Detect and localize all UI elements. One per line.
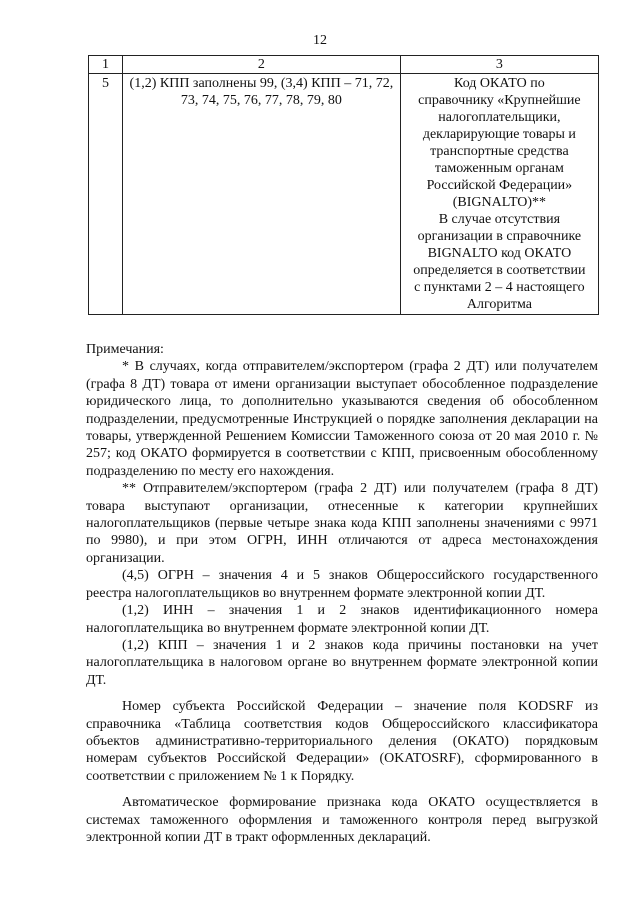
page-number: 12 [313, 33, 327, 48]
row-number: 5 [89, 74, 123, 315]
note-paragraph: ** Отправителем/экспортером (графа 2 ДТ) или получателем (графа 8 ДТ) товара выступают организации, отнесенные к категории крупнейших налогоплательщиков (первые четыре знака кода КПП заполнены значениями с 9971 по 9980), и при этом ОГРН, ИНН отличаются от адреса местонахождения организации. [86, 481, 598, 566]
table-header-row [89, 56, 599, 74]
okato-rule-line: Российской Федерации» [426, 178, 573, 193]
notes-section [86, 341, 598, 846]
note-paragraph: Автоматическое формирование признака кода ОКАТО осуществляется в системах таможенного оформления и таможенного контроля перед выгрузкой электронной копии ДТ в тракт оформленных деклараций. [86, 795, 598, 845]
note-paragraph: (1,2) КПП – значения 1 и 2 знаков кода причины постановки на учет налогоплательщика в налоговом органе во внутреннем формате электронной копии ДТ. [86, 637, 598, 688]
note-paragraph: (4,5) ОГРН – значения 4 и 5 знаков Общероссийского государственного реестра налогоплательщиков во внутреннем формате электронной копии ДТ. [86, 568, 598, 601]
okato-rule-line: справочнику «Крупнейшие [418, 93, 581, 108]
okato-rule-line: с пунктами 2 – 4 настоящего [414, 280, 585, 295]
header-col-2: 2 [123, 56, 401, 74]
okato-rule-line: налогоплательщики, [438, 110, 561, 125]
okato-rule-line: (BIGNALTO)** [452, 195, 547, 210]
okato-rule-line: транспортные средства [430, 144, 569, 159]
okato-rule-line: BIGNALTO код ОКАТО [427, 246, 572, 261]
okato-rule-line: Код ОКАТО по [454, 76, 545, 91]
okato-rule-line: декларирующие товары и [422, 127, 576, 142]
okato-rule-line: организации в справочнике [417, 229, 582, 244]
note-paragraph: * В случаях, когда отправителем/экспортером (графа 2 ДТ) или получателем (графа 8 ДТ) товара от имени организации выступает обособленное подразделение юридического лица, то дополнительно указываются сведения об обособленном подразделении, предусмотренные Инструкцией о порядке заполнения декларации на товары, утвержденной Решением Комиссии Таможенного союза от 20 мая 2010 г. № 257; код ОКАТО формируется в соответствии с КПП, присвоенным обособленному подразделению по месту его нахождения. [86, 359, 598, 479]
note-paragraph: (1,2) ИНН – значения 1 и 2 знаков идентификационного номера налогоплательщика во внутреннем формате электронной копии ДТ. [86, 603, 598, 636]
okato-rule-line: В случае отсутствия [438, 212, 561, 227]
notes-heading: Примечания: [86, 342, 164, 357]
okato-rule-line: таможенным органам [434, 161, 564, 176]
okato-rule [400, 74, 598, 315]
okato-rule-line: определяется в соответствии [413, 263, 586, 278]
kpp-condition: (1,2) КПП заполнены 99, (3,4) КПП – 71, 72, 73, 74, 75, 76, 77, 78, 79, 80 [123, 74, 401, 315]
table-row [89, 74, 599, 315]
okato-rule-line: Алгоритма [466, 297, 532, 312]
header-col-1: 1 [89, 56, 123, 74]
okato-table [88, 55, 599, 315]
note-paragraph: Номер субъекта Российской Федерации – значение поля KODSRF из справочника «Таблица соответствия кодов Общероссийского классификатора объектов административно-территориального деления (ОКАТО) порядковым номерам субъектов Российской Федерации» (OKATOSRF), сформированного в соответствии с приложением № 1 к Порядку. [86, 699, 598, 784]
header-col-3: 3 [400, 56, 598, 74]
